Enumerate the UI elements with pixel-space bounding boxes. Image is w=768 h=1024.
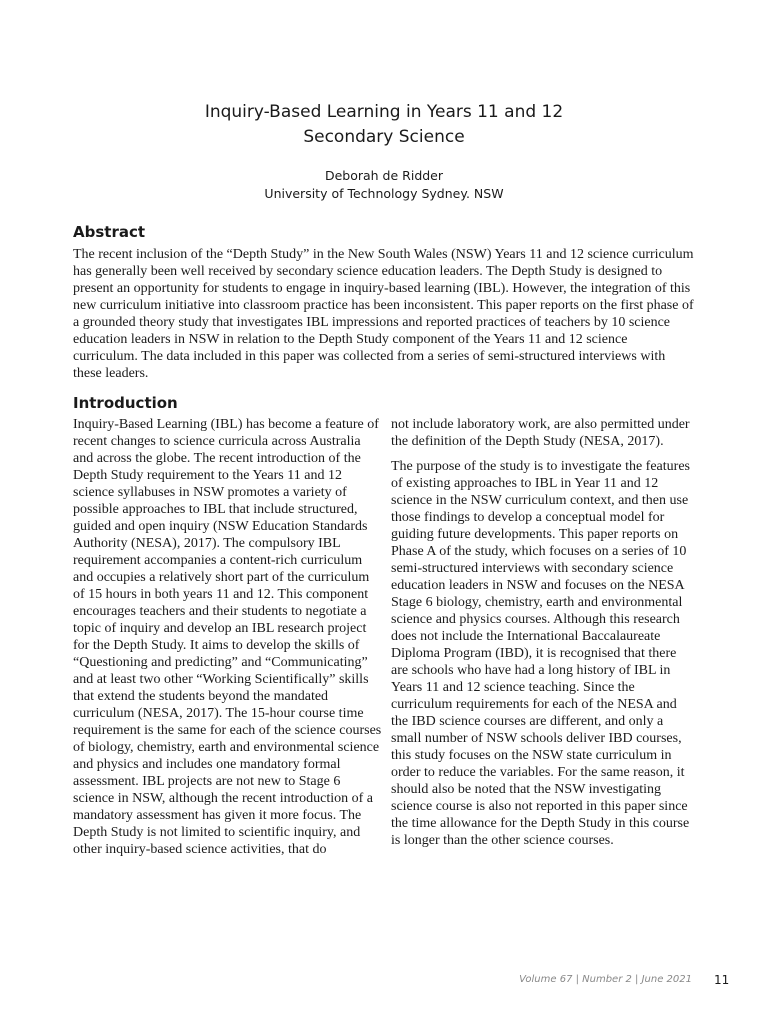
journal-info: Volume 67 | Number 2 | June 2021 xyxy=(519,974,692,985)
page-number: 11 xyxy=(714,973,730,987)
author-block xyxy=(0,167,768,203)
introduction-heading: Introduction xyxy=(73,394,178,412)
abstract-heading: Abstract xyxy=(73,223,146,241)
abstract-text: The recent inclusion of the “Depth Study” in the New South Wales (NSW) Years 11 and 12 science curriculum has generally been well received by secondary science education leaders. The Depth Study is designed to present an opportunity for students to engage in inquiry-based learning (IBL). However, the integration of this new curriculum initiative into classroom practice has been inconsistent. This paper reports on the first phase of a grounded theory study that investigates IBL impressions and reported practices of teachers by 10 science education leaders in NSW in relation to the Depth Study component of the Years 11 and 12 science curriculum. The data included in this paper was collected from a series of semi-structured interviews with these leaders. xyxy=(73,247,694,381)
author-name: Deborah de Ridder xyxy=(324,168,444,183)
title-line-1: Inquiry-Based Learning in Years 11 and 12 xyxy=(204,102,564,122)
title-line-2: Secondary Science xyxy=(303,127,465,147)
introduction-left-paragraph: Inquiry-Based Learning (IBL) has become a feature of recent changes to science curricula across Australia and across the globe. The recent introduction of the Depth Study requirement to the Years 11 and 12 science syllabuses in NSW promotes a variety of possible approaches to IBL that include structured, guided and open inquiry (NSW Education Standards Authority (NESA), 2017). The compulsory IBL requirement accompanies a content-rich curriculum and occupies a relatively short part of the curriculum of 15 hours in both years 11 and 12. This component encourages teachers and their students to negotiate a topic of inquiry and develop an IBL research project for the Depth Study. It aims to develop the skills of “Questioning and predicting” and “Communicating” and at least two other “Working Scientifically” skills that extend the students beyond the mandated curriculum (NESA, 2017). The 15-hour course time requirement is the same for each of the science courses of biology, chemistry, earth and environmental science and physics and includes one mandatory formal assessment. IBL projects are not new to Stage 6 science in NSW, although the recent introduction of a mandatory assessment has given it more focus. The Depth Study is not limited to scientific inquiry, and other inquiry-based science activities, that do xyxy=(73,417,382,857)
introduction-left-column xyxy=(73,416,383,858)
introduction-right-column xyxy=(391,416,696,849)
author-affiliation: University of Technology Sydney. NSW xyxy=(264,186,504,201)
introduction-right-paragraph-2: The purpose of the study is to investigate the features of existing approaches to IBL in Year 11 and 12 science in the NSW curriculum context, and then use those findings to develop a conceptual model for guiding future developments. This paper reports on Phase A of the study, which focuses on a series of 10 semi-structured interviews with secondary science education leaders in NSW and focuses on the NESA Stage 6 biology, chemistry, earth and environmental science and physics courses. Although this research does not include the International Baccalaureate Diploma Program (IBD), it is recognised that there are schools who have had a long history of IBL in Years 11 and 12 science teaching. Since the curriculum requirements for each of the NESA and the IBD science courses are different, and only a small number of NSW schools deliver IBD courses, this study focuses on the NSW state curriculum in order to reduce the variables. For the same reason, it should also be noted that the NSW investigating science course is also not reported in this paper since the time allowance for the Depth Study in this course is longer than the other science courses. xyxy=(391,459,690,848)
paper-title xyxy=(0,100,768,150)
introduction-right-paragraph-1: not include laboratory work, are also permitted under the definition of the Depth Study (NESA, 2017). xyxy=(391,417,690,449)
